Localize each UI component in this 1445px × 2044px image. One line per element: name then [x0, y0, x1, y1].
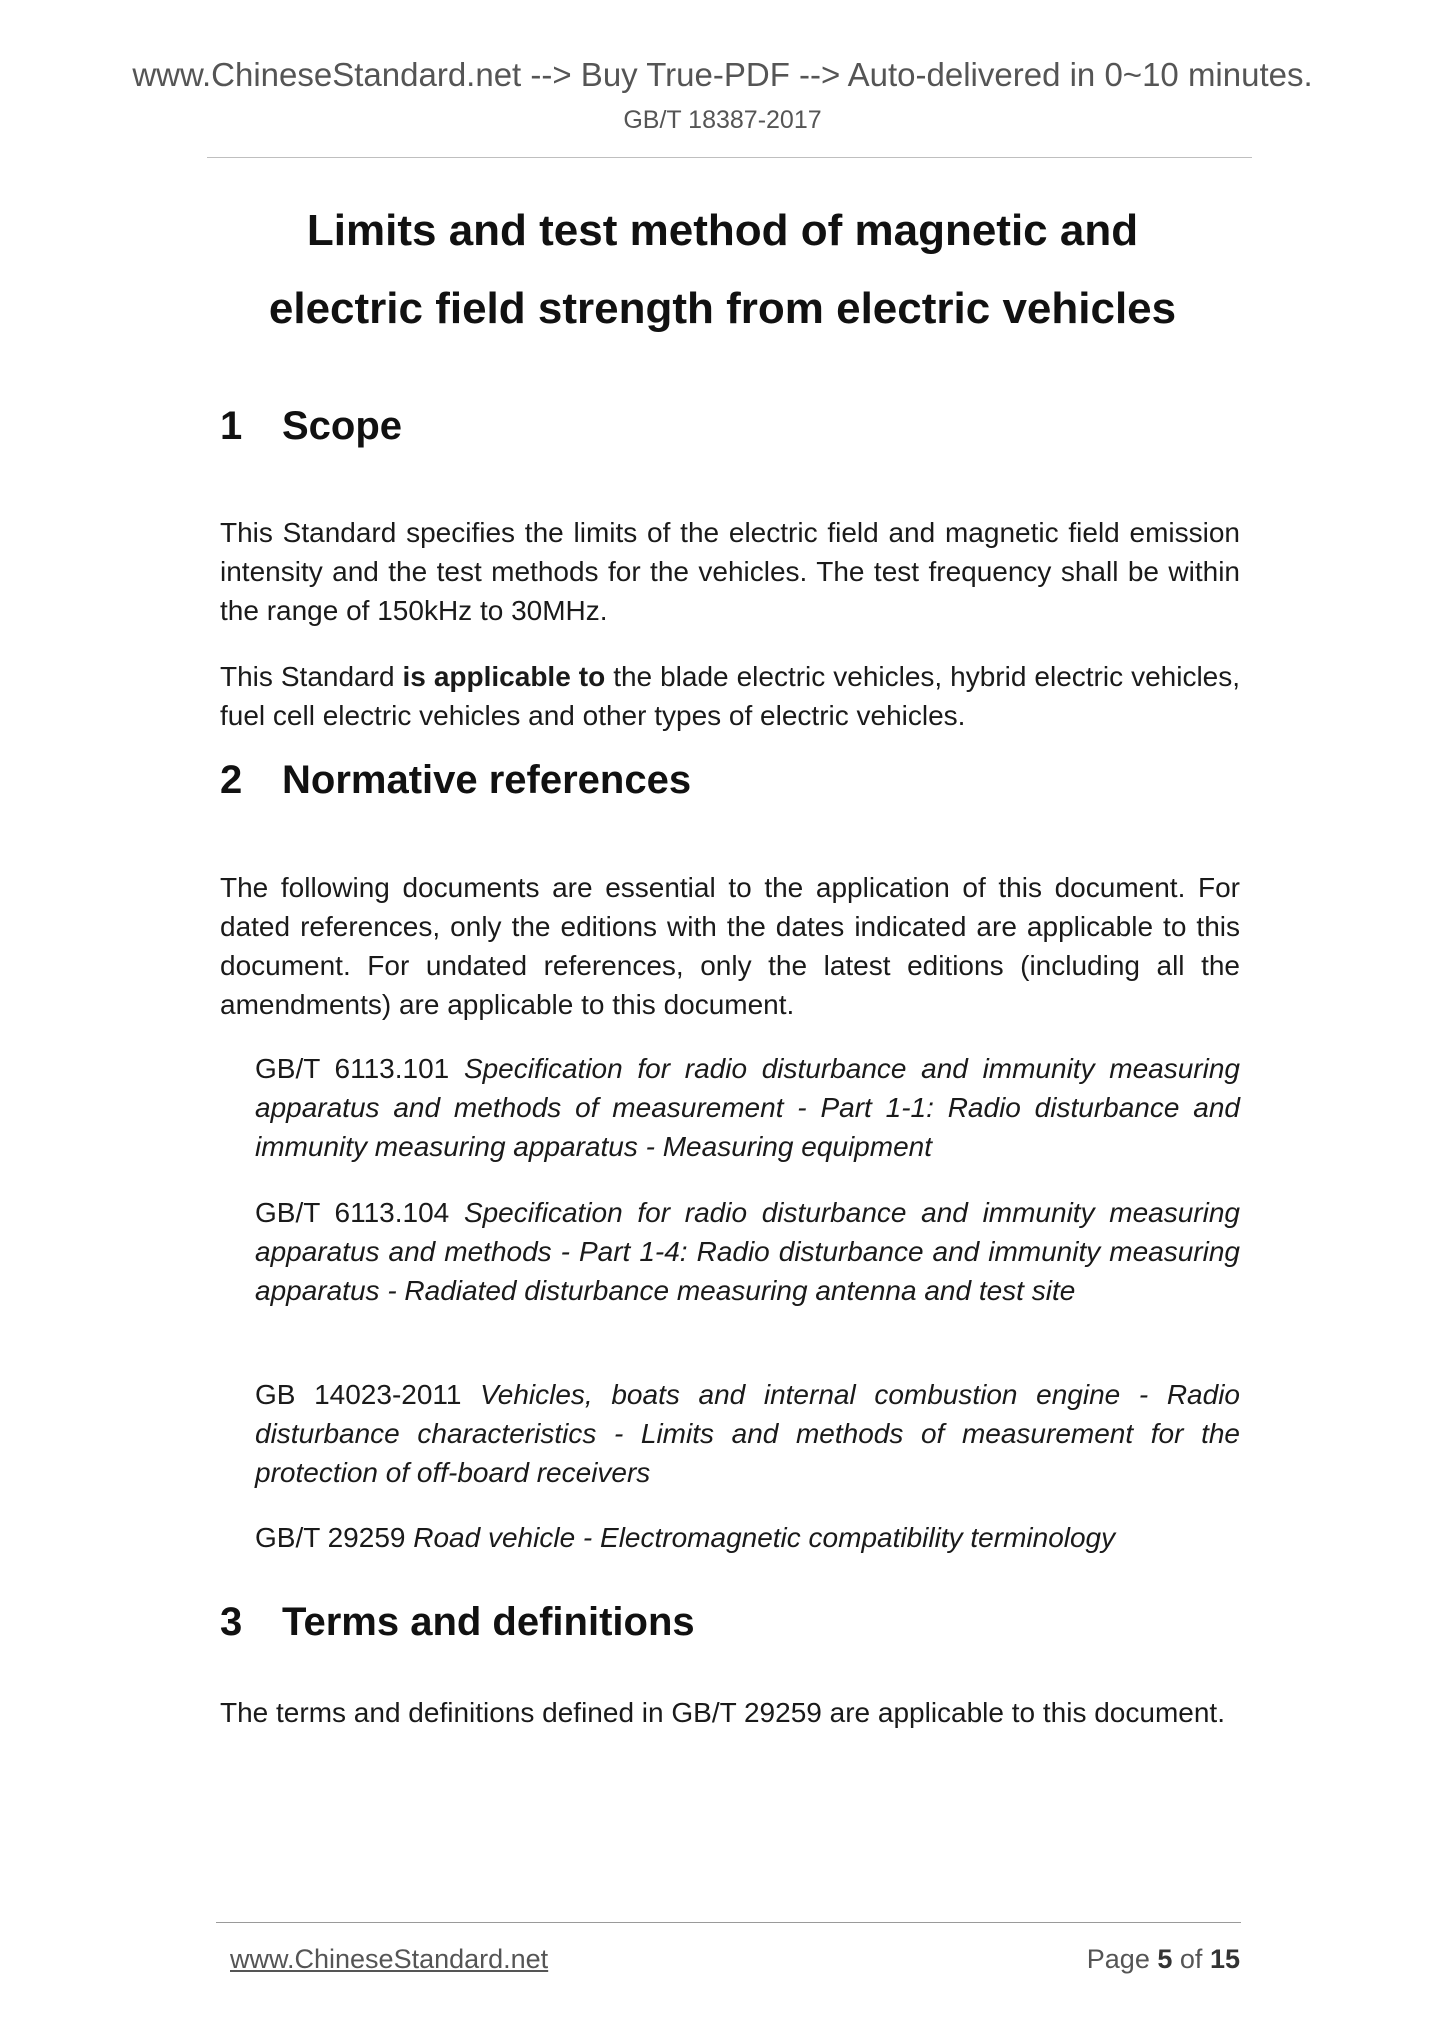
reference-code: GB/T 6113.104: [255, 1197, 450, 1228]
footer-divider: [216, 1922, 1241, 1923]
section-title: Scope: [282, 404, 403, 448]
footer-website-link[interactable]: www.ChineseStandard.net: [230, 1944, 549, 1974]
section-heading-scope: [220, 404, 402, 449]
title-line-2: electric field strength from electric vehicles: [268, 284, 1177, 333]
current-page-number: 5: [1157, 1944, 1173, 1974]
reference-title: Specification for radio disturbance and immunity measuring apparatus and methods of measurement - Part 1-1: Radio disturbance and immunity measuring apparatus - Measuring equipment: [255, 1053, 1240, 1162]
scope-paragraph-2: [220, 657, 1240, 735]
section-number: 3: [220, 1600, 243, 1644]
reference-title: Vehicles, boats and internal combustion engine - Radio disturbance characteristics - Limits and methods of measurement for the protection of off-board receivers: [255, 1379, 1240, 1488]
terms-paragraph: The terms and definitions defined in GB/T 29259 are applicable to this document.: [220, 1697, 1225, 1728]
section-title: Terms and definitions: [282, 1600, 695, 1644]
reference-title: Specification for radio disturbance and immunity measuring apparatus and methods - Part 1-4: Radio disturbance and immunity measuring apparatus - Radiated disturbance measuring antenna and test site: [255, 1197, 1240, 1306]
section-number: 1: [220, 404, 243, 448]
section-number: 2: [220, 758, 243, 802]
reference-code: GB/T 6113.101: [255, 1053, 450, 1084]
text-run: the blade electric vehicles, hybrid electric vehicles, fuel cell electric vehicles and other types of electric vehicles.: [220, 661, 1241, 731]
section-title: Normative references: [282, 758, 692, 802]
references-intro: The following documents are essential to the application of this document. For dated references, only the editions with the dates indicated are applicable to this document. For undated references, only the latest editions (including all the amendments) are applicable to this document.: [220, 872, 1240, 1020]
standard-code: GB/T 18387-2017: [623, 106, 822, 134]
emphasis-text: is applicable to: [402, 661, 606, 692]
header-divider: [207, 157, 1252, 158]
page-label: Page: [1086, 1944, 1150, 1974]
reference-item: [255, 1193, 1240, 1310]
total-pages-number: 15: [1209, 1944, 1240, 1974]
reference-item: [255, 1518, 1240, 1557]
section-heading-terms-and-definitions: [220, 1600, 695, 1645]
reference-code: GB/T 29259: [255, 1522, 406, 1553]
scope-paragraph-1: This Standard specifies the limits of the electric field and magnetic field emission intensity and the test methods for the vehicles. The test frequency shall be within the range of 150kHz to 30MHz.: [220, 517, 1240, 626]
text-run: This Standard: [220, 661, 395, 692]
document-title: [150, 192, 1295, 348]
reference-item: [255, 1049, 1240, 1166]
page-indicator: [1087, 1944, 1240, 1975]
page-of-label: of: [1179, 1944, 1203, 1974]
header-banner[interactable]: www.ChineseStandard.net --> Buy True-PDF --> Auto-delivered in 0~10 minutes.: [132, 56, 1313, 93]
section-heading-normative-references: [220, 758, 691, 803]
reference-title: Road vehicle - Electromagnetic compatibility terminology: [413, 1522, 1116, 1553]
reference-item: [255, 1375, 1240, 1492]
title-line-1: Limits and test method of magnetic and: [306, 206, 1139, 255]
reference-code: GB 14023-2011: [255, 1379, 462, 1410]
